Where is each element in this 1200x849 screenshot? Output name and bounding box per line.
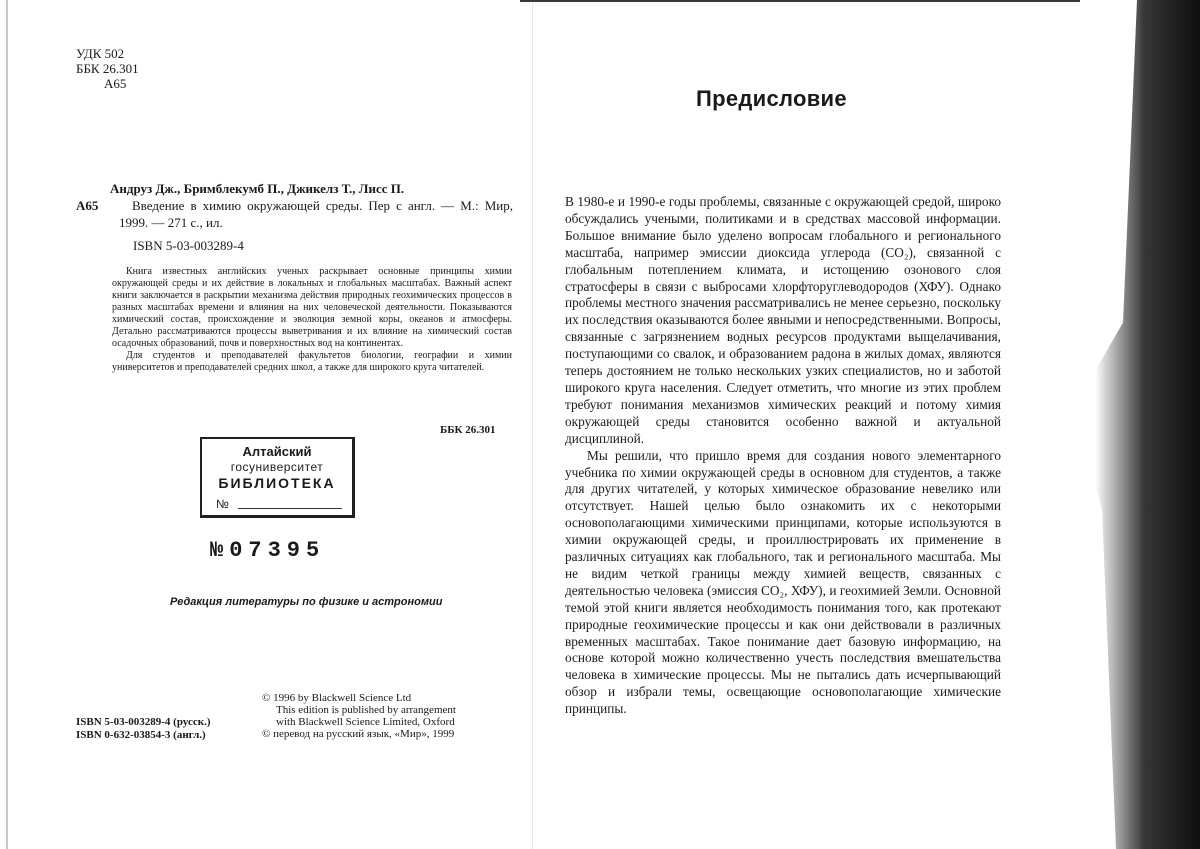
annotation-paragraph: Книга известных английских ученых раскрывает основные принципы химии окружающей среды и их действие в локальных и глобальных масштабах. Важный аспект книги заключается в раскрытии механизма действия природных геохимических процессов в разных масштабах времени и влияния на них человеческой деятельности. Показываются химический состав, происхождение и эволюция земной коры, океанов и атмосферы. Детально рассматриваются процессы выветривания и их влияние на химический состав осадочных образований, почв и поверхностных вод на континентах. xyxy=(112,266,512,349)
copyright-line-2: This edition is published by arrangement xyxy=(276,704,456,716)
bbk-code: ББК 26.301 xyxy=(76,61,139,76)
stamp-number-line xyxy=(238,508,342,509)
isbn-english: ISBN 0-632-03854-3 (англ.) xyxy=(76,729,206,741)
annotation-audience: Для студентов и преподавателей факультетов биологии, географии и химии университетов и преподавателей средних школ, а также для широкого круга читателей. xyxy=(112,350,512,373)
inventory-number: №07395 xyxy=(210,538,326,563)
scan-edge-shadow xyxy=(1060,0,1200,849)
stamp-line-1: Алтайский xyxy=(242,444,312,459)
bibliographic-reference xyxy=(76,180,513,254)
isbn-block xyxy=(76,716,210,742)
stamp-line-2: госуниверситет xyxy=(230,460,324,474)
authors-line: Андруз Дж., Бримблекумб П., Джикелз Т., Лисс П. xyxy=(110,181,405,196)
preface-paragraph-2: Мы решили, что пришло время для создания нового элементарного учебника по химии окружающей среды в основном для студентов, а также для других читателей, у которых химическое образование невелико или отсутствует. Нашей целью было ознакомить их с некоторыми основополагающими химическими принципами, которые используются в химии окружающей среды, и проиллюстрировать их применение в различных ситуациях как глобального, так и регионального масштаба. Мы не видим четкой границы между химией веществ, связанных с деятельностью человека (эмиссия CO₂, ХФУ), и геохимией Земли. Основной темой этой книги является необходимость понимания того, как протекают природные геохимические процессы и как они действовали в различных временных масштабах. Такое понимание дает базовую информацию, на основе которой можно количественно учесть последствия вмешательства человека в химические процессы. Мы не пытались дать исчерпывающий обзор и избрали темы, освещающие основополагающие химические принципы. xyxy=(565,447,1001,717)
copyright-block xyxy=(262,692,456,740)
isbn-line: ISBN 5-03-003289-4 xyxy=(133,238,244,253)
ref-author-mark: А65 xyxy=(76,198,99,213)
library-stamp xyxy=(200,437,355,518)
preface-body xyxy=(565,194,1001,718)
title-line: Введение в химию окружающей среды. Пер с англ. — М.: Мир, 1999. — 271 с., ил. xyxy=(119,198,513,230)
bbk-code-right: ББК 26.301 xyxy=(440,424,496,436)
classification-block xyxy=(76,46,139,91)
stamp-number-label: № xyxy=(216,497,229,511)
stamp-line-3: БИБЛИОТЕКА xyxy=(218,475,336,491)
author-mark: А65 xyxy=(104,76,127,91)
preface-paragraph-1: В 1980-е и 1990-е годы проблемы, связанные с окружающей средой, широко обсуждались учеными, политиками и в средствах массовой информации. Большое внимание было уделено вопросам глобального и регионального масштаба, например эмиссии диоксида углерода (CO₂), связанной с глобальным потеплением климата, и истощению озонового слоя стратосферы в связи с выбросами хлорфторуглеводородов (ХФУ). Однако проблемы местного значения рассматривались не менее серьезно, поскольку их последствия оказываются более явными и непосредственными. Вопросы, связанные с загрязнением водных ресурсов продуктами выщелачивания, поступающими со свалок, и образованием радона в жилых домах, являются теперь достоянием не только нескольких узких специалистов, но и заботой широкого круга населения. Следует отметить, что многие из этих проблем требуют понимания механизмов химических реакций и потому химия окружающей среды становится особенно важной и актуальной дисциплиной. xyxy=(565,194,1001,446)
page-fold xyxy=(532,0,533,849)
copyright-line-4: © перевод на русский язык, «Мир», 1999 xyxy=(262,728,455,740)
annotation xyxy=(112,266,512,374)
copyright-line-3: with Blackwell Science Limited, Oxford xyxy=(276,716,455,728)
udk-code: УДК 502 xyxy=(76,46,125,61)
copyright-line-1: © 1996 by Blackwell Science Ltd xyxy=(262,692,412,704)
page-heading: Предисловие xyxy=(696,86,847,111)
editorial-office: Редакция литературы по физике и астрономии xyxy=(170,596,443,608)
isbn-russian: ISBN 5-03-003289-4 (русск.) xyxy=(76,716,211,728)
top-edge-rule xyxy=(520,0,1080,2)
page-left-edge xyxy=(6,0,8,849)
